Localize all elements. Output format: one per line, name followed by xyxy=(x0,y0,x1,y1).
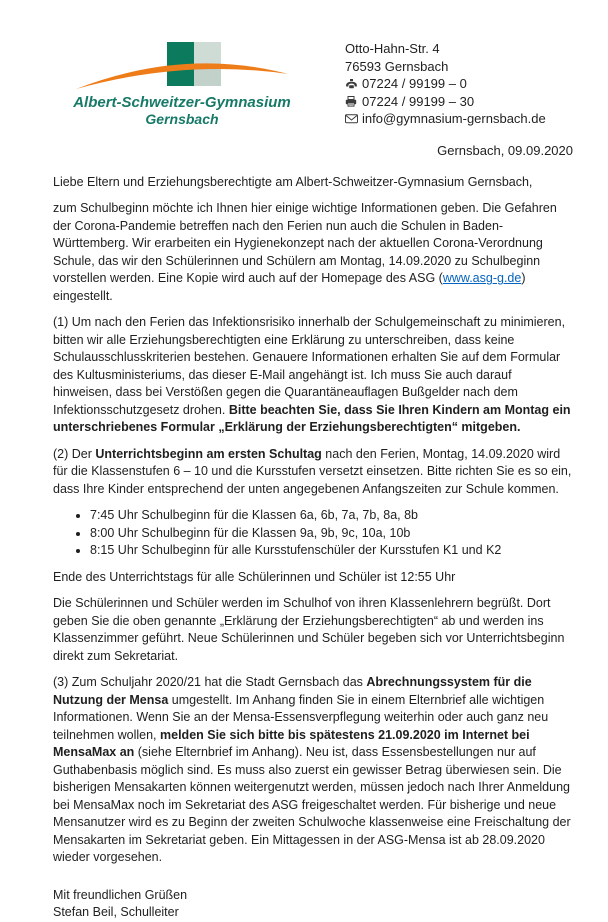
contact-email: info@gymnasium-gernsbach.de xyxy=(362,111,546,127)
text-run: (2) Der xyxy=(53,446,96,461)
contact-fax: 07224 / 99199 – 30 xyxy=(362,93,475,109)
salutation: Liebe Eltern und Erziehungsberechtigte am Albert-Schweitzer-Gymnasium Gernsbach, xyxy=(53,174,533,189)
phone-icon xyxy=(345,78,362,89)
contact-street: Otto-Hahn-Str. 4 xyxy=(345,41,440,56)
email-icon xyxy=(345,114,362,124)
schedule-item: • 7:45 Uhr Schulbeginn für die Klassen 6a, 6b, 7a, 7b, 8a, 8b xyxy=(90,507,573,525)
schedule-item: • 8:15 Uhr Schulbeginn für alle Kursstufenschüler der Kursstufen K1 und K2 xyxy=(90,542,573,560)
text-run: (1) Um nach den Ferien das Infektionsrisiko innerhalb der Schulgemeinschaft zu minimieren, bitten wir alle Erziehungsberechtigten eine Erklärung zu unterschreiben, dass keine Schulausschlusskriterien bestehen. Genauere Informationen erhalten Sie auf dem Formular des Kultusministeriums, das dieser E-Mail angehängt ist. Ich muss Sie auch darauf hinweisen, dass bei Verstößen gegen die Quarantäneauflagen Bußgelder nach dem Infektionsschutzgesetz drohen. xyxy=(53,315,566,417)
dateline: Gernsbach, 09.09.2020 xyxy=(437,142,573,158)
text-run: Unterrichtsbeginn am ersten Schultag xyxy=(95,446,322,461)
schedule-list xyxy=(53,507,573,560)
text-run: zum Schulbeginn möchte ich Ihnen hier einige wichtige Informationen geben. Die Gefahren der Corona-Pandemie betreffen nach den Ferien nun auch die Schulen in Baden-Württemberg. Wir erarbeiten ein Hygienekonzept nach der aktuellen Corona-Verordnung Schule, das wir den Schülerinnen und Schülern am Montag, 14.09.2020 zu Schulbeginn vorstellen werden. Eine Kopie wird auch auf der Homepage des ASG ( xyxy=(53,201,557,286)
contact-city: 76593 Gernsbach xyxy=(345,58,449,74)
letterhead xyxy=(53,36,573,128)
fax-icon xyxy=(345,96,362,107)
contact-phone: 07224 / 99199 – 0 xyxy=(362,76,467,92)
contact-fax-row xyxy=(345,93,573,111)
paragraph-1 xyxy=(53,314,573,437)
contact-block xyxy=(345,36,573,128)
text-run: ) eingestellt. xyxy=(53,271,526,303)
logo-swoosh-icon xyxy=(76,42,288,92)
end-of-day-note: Ende des Unterrichtstags für alle Schülerinnen und Schüler ist 12:55 Uhr xyxy=(53,569,456,584)
paragraph-3 xyxy=(53,674,573,867)
closing-block xyxy=(53,887,573,922)
text-run: Abrechnungssystem für die Nutzung der Mensa xyxy=(53,675,532,707)
contact-email-row xyxy=(345,110,573,128)
school-city: Gernsbach xyxy=(145,111,219,127)
text-run: (siehe Elternbrief im Anhang). Neu ist, dass Essensbestellungen nur auf Guthabenbasis möglich sind. Es muss also zuerst ein gewisser Betrag überwiesen sein. Die bisherigen Mensakarten können weitergenutzt werden, müssen jedoch nach Ihrer Anmeldung bei MensaMax noch im Sekretariat des ASG freigeschaltet werden. Für bisherige und neue Mensanutzer wird es zu Beginn der zweiten Schulwoche klassenweise eine Freischaltung der Mensakarten im Sekretariat geben. Ein Mittagessen in der ASG-Mensa ist ab 28.09.2020 wieder vorgesehen. xyxy=(53,745,571,865)
closing: Mit freundlichen Grüßen xyxy=(53,887,188,902)
text-run: Bitte beachten Sie, dass Sie Ihren Kindern am Montag ein unterschriebenes Formular „Erklärung der Erziehungsberechtigten“ mitgeben. xyxy=(53,402,571,435)
text-run: nach den Ferien, Montag, 14.09.2020 wird für die Klassenstufen 6 – 10 und die Kursstufen versetzt einsetzen. Bitte richten Sie es so ein, dass Ihre Kinder entsprechend der unten angegebenen Anfangszeiten zur Schule kommen. xyxy=(53,446,572,496)
paragraph-welcome: Die Schülerinnen und Schüler werden im Schulhof von ihren Klassenlehrern begrüßt. Dort geben Sie die oben genannte „Erklärung der Erziehungsberechtigten“ ab und werden ins Klassenzimmer geführt. Neue Schülerinnen und Schüler begeben sich vor Unterrichtsbeginn direkt zum Sekretariat. xyxy=(53,596,565,663)
homepage-link[interactable]: www.asg-g.de xyxy=(442,271,522,286)
contact-phone-row xyxy=(345,75,573,93)
school-name: Albert-Schweitzer-Gymnasium xyxy=(73,94,291,111)
paragraph-intro xyxy=(53,200,573,305)
school-logo xyxy=(53,36,311,127)
paragraph-2 xyxy=(53,446,573,499)
text-run: (3) Zum Schuljahr 2020/21 hat die Stadt Gernsbach das xyxy=(53,675,367,690)
schedule-item: • 8:00 Uhr Schulbeginn für die Klassen 9a, 9b, 9c, 10a, 10b xyxy=(90,525,573,543)
text-run: melden Sie sich bitte bis spätestens 21.09.2020 im Internet bei MensaMax an xyxy=(53,727,530,760)
signature: Stefan Beil, Schulleiter xyxy=(53,905,179,920)
text-run: umgestellt. Im Anhang finden Sie in einem Elternbrief alle wichtigen Informationen. Wenn Sie an der Mensa-Essensverpflegung weiterhin oder auch ganz neu teilnehmen wollen, xyxy=(53,692,549,742)
